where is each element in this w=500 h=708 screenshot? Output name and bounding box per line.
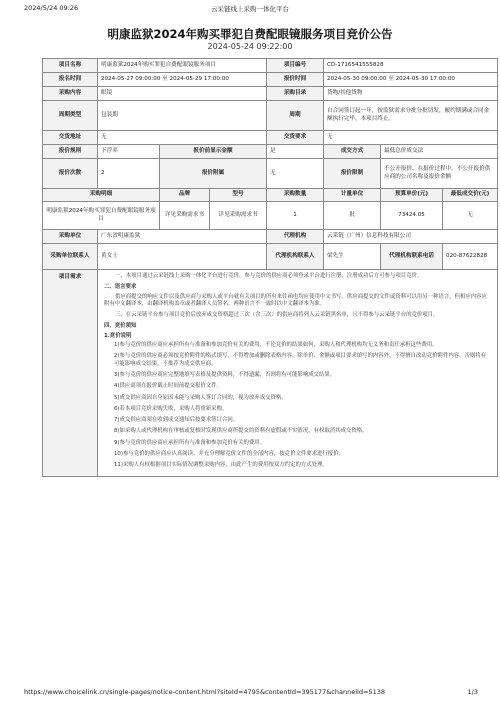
project-name-label: 项目名称	[43, 59, 98, 73]
items-header-row	[43, 189, 498, 202]
project-code-value: CD-1716541555828	[324, 59, 498, 73]
item-name: 明康监狱2024年购买罪犯自费配眼镜服务项目	[43, 202, 160, 230]
items-header-qty: 采购数量	[267, 189, 324, 202]
row-cycle	[43, 101, 498, 131]
requirement-paragraph: 3)参与竞价的供应商应完整地填写表格及提供资料，不得遗漏，否则将有可能影响成交结果。	[114, 371, 336, 378]
items-header-unit: 计量单位	[324, 189, 381, 202]
agency-person-label: 代理机构联系人	[267, 244, 324, 270]
row-unit	[43, 230, 498, 244]
requirement-paragraph: 四、竞价须知	[104, 323, 137, 330]
row-rounds	[43, 159, 498, 189]
item-model: 详见采购需求书	[210, 202, 267, 230]
show-amount-label: 报价前显示金额	[160, 145, 267, 159]
requirement-paragraph: 供应商提交的响应文件以及供应商与采购人或平台就有关项目的所有来往函电均应使用中文书写。供应商提交的文件或资料可以用另一种语言，但相应内容应附有中文翻译本，由翻译机构盖章或者翻译人员签名。两种语言不一致时以中文翻译本为准。	[104, 293, 487, 307]
rounds-label: 报价次数	[43, 159, 98, 189]
requirement-paragraph: 8)如采购人或代理机构在审核或复核时发现供应商所提交的资料有虚假或不实情况，有权取消其成交资格。	[114, 428, 368, 435]
address-label: 交货地址	[43, 131, 98, 145]
cycle-label: 周期类型	[43, 101, 98, 131]
item-lowest: 无	[443, 202, 498, 230]
bid-time-label: 报价时间	[267, 73, 324, 87]
category-value: 货物/其他货物	[324, 87, 498, 101]
print-datetime: 2024/5/24 09:26	[24, 4, 79, 12]
requirement-paragraph: 11)采购人有权根据项目实际情况调整采购内容，由此产生的费用按双方约定的方式处理。	[114, 462, 328, 469]
unit-value: 广东省明康监狱	[98, 230, 267, 244]
print-url: https://www.choicelink.cn/single-pages/notice-content.html?siteId=4795&contentId=395177&channelId=5138	[24, 688, 386, 696]
page-number: 1/3	[467, 688, 478, 696]
items-header-brand: 品牌	[160, 189, 210, 202]
deal-method-value: 最低总价成交法	[381, 145, 498, 159]
row-requirements	[43, 270, 498, 477]
show-amount-value: 是	[267, 145, 324, 159]
requirement-paragraph: 三、在云采链平台参与项目竞价后放弃成交资格超过三次（含三次）的供应商将列入云采链黑名单，且不得参与云采链平台的竞价项目。	[115, 312, 439, 319]
unit-label: 采购单位	[43, 230, 98, 244]
item-budget: 73424.05	[381, 202, 443, 230]
requirement-paragraph: 1.竞价说明	[104, 332, 132, 339]
price-rule-value: 下浮率	[98, 145, 160, 159]
print-footer	[0, 688, 500, 700]
content-value: 眼镜	[98, 87, 267, 101]
agency-label: 代理机构	[267, 230, 324, 244]
period-label: 周期	[267, 101, 324, 131]
address-value: 无	[98, 131, 267, 145]
requirement-paragraph: 7)成交供应商须在收到成交通知后按要求签订合同。	[114, 417, 239, 424]
agency-person-value: 梁先生	[324, 244, 381, 270]
project-code-label: 项目编号	[267, 59, 324, 73]
notice-info-table	[42, 58, 498, 477]
project-name-value: 明康监狱2024年购买罪犯自费配眼镜服务项目	[98, 59, 267, 73]
items-header-model: 型号	[210, 189, 267, 202]
print-site-name: 云采链线上采购一体化平台	[211, 5, 289, 13]
row-delivery	[43, 131, 498, 145]
category-label: 采购目录	[267, 87, 324, 101]
requirements-body	[98, 270, 498, 477]
requirement-paragraph: 9)参与竞价的供应商应承担所有与准备和参加竞价有关的费用。	[114, 439, 266, 446]
multi-value: 无	[267, 159, 324, 189]
content-label: 采购内容	[43, 87, 98, 101]
requirement-paragraph: 2)参与竞价的供应商必须按竞价附件的格式填写，不得增加或删除表格内容。除单价、金额或项目要求填写的内容外，不得擅自改动竞价附件内容，否则将有可能影响成交结果，不推荐为成交供应商。	[114, 353, 487, 367]
requirement-paragraph: 5)成交供应商因自身原因未能与采购人签订合同的，视为放弃成交资格。	[114, 394, 287, 401]
row-contacts	[43, 244, 498, 270]
requirement-paragraph: 1)参与竞价的供应商应承担所有与准备和参加竞价有关的费用，不论竞价的结果如何，采购人和代理机构均无义务和责任承担这些费用。	[114, 342, 438, 349]
person-value: 黄女士	[98, 244, 267, 270]
requirement-paragraph: 4)供应商须在报价截止时间前提交报价文件。	[114, 383, 222, 390]
agency-phone-value: 020-87622828	[443, 244, 498, 270]
requirement-paragraph: 一、本项目通过云采链线上采购一体化平台进行竞价，参与竞价的供应商必须登录平台进行注册，注册成功后方可参与项目竞价。	[115, 273, 423, 279]
period-value: 自合同签订起一年，按监狱需求分批分批切发，履约期满或合同金额执行完毕，本项目终止。	[324, 101, 498, 131]
cycle-value: 包装期	[98, 101, 267, 131]
row-content	[43, 87, 498, 101]
reg-time-value: 2024-05-27 09:00:00 至 2024-05-29 17:00:00	[98, 73, 267, 87]
bid-time-value: 2024-05-30 09:00:00 至 2024-05-30 17:00:00	[324, 73, 498, 87]
requirement-paragraph: 10)参与竞价的供应商应认真阅读、并充分理解竞价文件的全部内容，按竞价文件要求进行报价。	[114, 451, 344, 458]
agency-value: 云采链（广州）信息科技有限公司	[324, 230, 498, 244]
row-times	[43, 73, 498, 87]
price-rule-label: 报价规则	[43, 145, 98, 159]
requirement-paragraph: 6)若本项目竞价采购失败，采购人将重新采购。	[114, 405, 228, 412]
delivery-value: 无	[324, 131, 498, 145]
items-header-lowest: 最低成交价(元)	[443, 189, 498, 202]
multi-label: 报价附属	[160, 159, 267, 189]
row-project-name	[43, 59, 498, 73]
print-header	[0, 4, 500, 16]
page-title: 明康监狱2024年购买罪犯自费配眼镜服务项目竞价公告	[107, 27, 393, 41]
rounds-value: 2	[98, 159, 160, 189]
reg-time-label: 报名时间	[43, 73, 98, 87]
deal-method-label: 成交方式	[324, 145, 381, 159]
person-label: 采购单位联系人	[43, 244, 98, 270]
item-unit: 批	[324, 202, 381, 230]
items-header-name: 采购明细	[43, 189, 160, 202]
items-header-budget: 预算单价(元)	[381, 189, 443, 202]
requirements-label: 项目需求	[43, 270, 98, 477]
table-row	[43, 202, 498, 230]
limit-value: 不公开报价、在报价过程中，不公开报价供应商的公司名称及报价金额	[381, 159, 498, 189]
requirements-list	[104, 273, 491, 470]
item-brand: 详见采购需求书	[160, 202, 210, 230]
agency-phone-label: 代理机构联系电话	[381, 244, 443, 270]
item-qty: 1	[267, 202, 324, 230]
publish-date: 2024-05-24 09:22:00	[207, 42, 293, 51]
row-price-rule	[43, 145, 498, 159]
notice-info-table-wrap	[42, 58, 497, 477]
delivery-label: 交货要求	[267, 131, 324, 145]
requirement-paragraph: 二、语言要求	[104, 284, 137, 291]
limit-label: 报价限制	[324, 159, 381, 189]
